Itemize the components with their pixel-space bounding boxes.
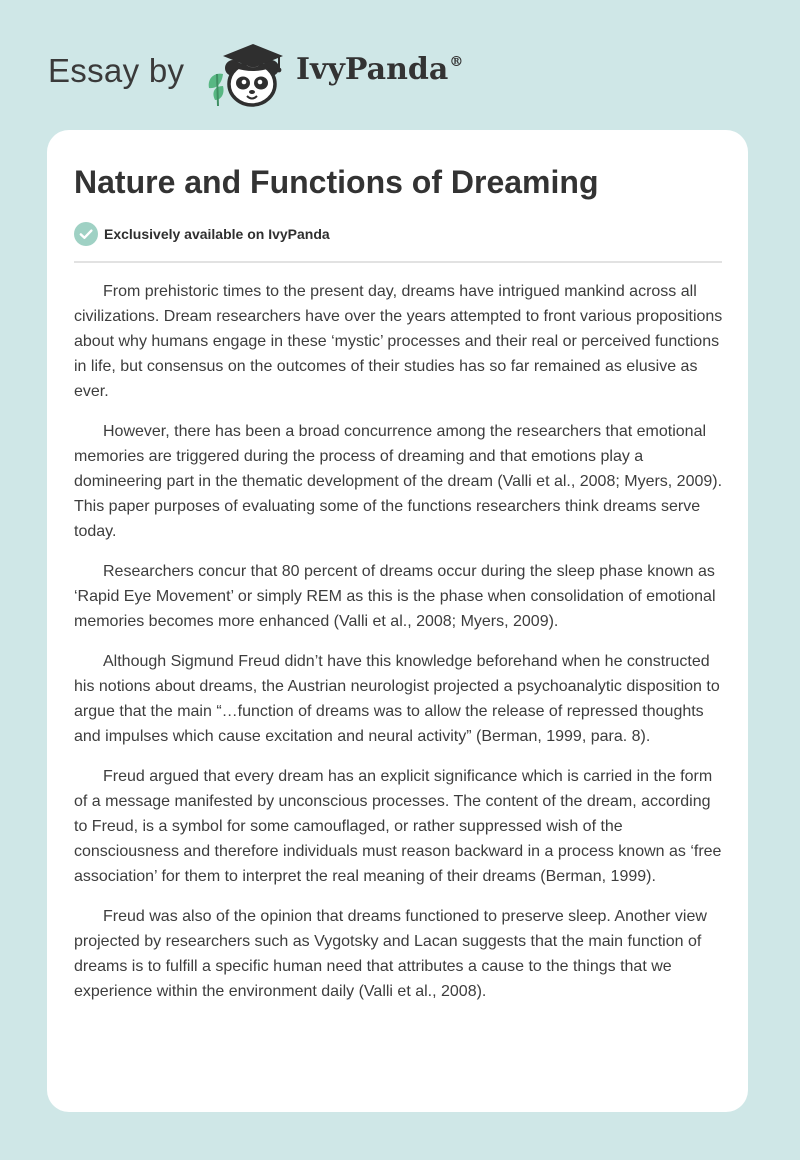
essay-paragraph: Freud argued that every dream has an explicit significance which is carried in the form of a message manifested by unconscious processes. The content of the dream, according to Freud, is a symbol for some camouflaged, or rather suppressed wish of the consciousness and therefore individuals must reason backward in a process known as ‘free association’ for them to interpret the real meaning of their dreams (Berman, 1999). xyxy=(74,768,722,885)
brand-text: IvyPanda xyxy=(296,52,449,87)
exclusive-badge-label: Exclusively available on IvyPanda xyxy=(104,226,330,242)
registered-mark: ® xyxy=(449,54,464,70)
title-divider xyxy=(74,261,722,263)
essay-paragraph: Freud was also of the opinion that dreams functioned to preserve sleep. Another view projected by researchers such as Vygotsky and Lacan suggests that the main function of dreams is to fulfill a specific human need that attributes a cause to the things that we experience within the environment daily (Valli et al., 2008). xyxy=(74,908,707,1000)
check-circle-icon xyxy=(74,222,98,246)
brand-name[interactable] xyxy=(296,52,463,87)
site-header xyxy=(48,28,748,112)
essay-title: Nature and Functions of Dreaming xyxy=(74,164,599,200)
essay-card xyxy=(47,130,748,1112)
panda-graduate-logo-icon xyxy=(203,34,293,110)
essay-by-label: Essay by xyxy=(48,52,185,89)
essay-paragraph: However, there has been a broad concurrence among the researchers that emotional memories are triggered during the process of dreaming and that emotions play a domineering part in the thematic development of the dream (Valli et al., 2008; Myers, 2009). This paper purposes of evaluating some of the functions researchers think dreams serve today. xyxy=(74,423,723,540)
essay-paragraph: From prehistoric times to the present day, dreams have intrigued mankind across all civilizations. Dream researchers have over the years attempted to front various propositions about why humans engage in these ‘mystic’ processes and their real or perceived functions in life, but consensus on the outcomes of their studies has so far remained as elusive as ever. xyxy=(74,283,723,400)
essay-body xyxy=(74,279,728,1019)
essay-paragraph: Although Sigmund Freud didn’t have this knowledge beforehand when he constructed his notions about dreams, the Austrian neurologist projected a psychoanalytic disposition to argue that the main “…function of dreams was to allow the release of repressed thoughts and impulses which cause excitation and neural activity” (Berman, 1999, para. 8). xyxy=(74,653,720,745)
essay-paragraph: Researchers concur that 80 percent of dreams occur during the sleep phase known as ‘Rapid Eye Movement’ or simply REM as this is the phase when consolidation of emotional memories becomes more enhanced (Valli et al., 2008; Myers, 2009). xyxy=(74,563,716,630)
exclusive-badge xyxy=(74,222,330,246)
